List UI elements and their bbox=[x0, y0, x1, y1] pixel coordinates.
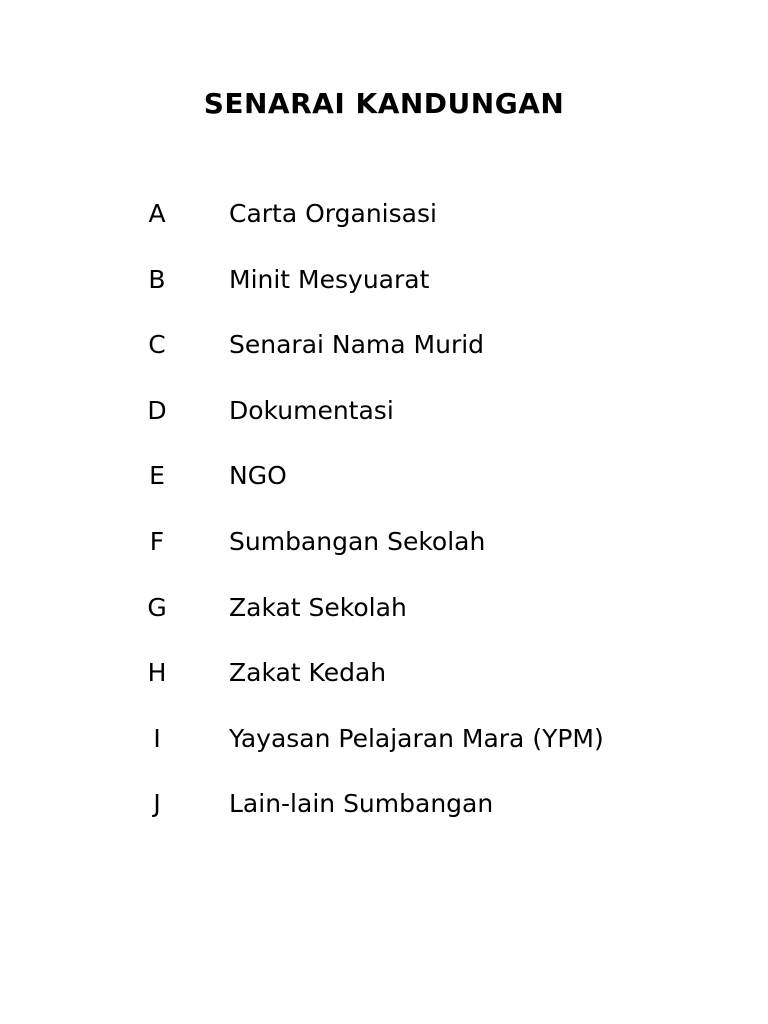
toc-label: Minit Mesyuarat bbox=[229, 264, 430, 294]
toc-label: NGO bbox=[229, 461, 287, 491]
toc-label: Senarai Nama Murid bbox=[229, 330, 485, 360]
toc-letter: B bbox=[148, 264, 166, 294]
toc-item-d bbox=[0, 378, 768, 444]
page-title: SENARAI KANDUNGAN bbox=[203, 87, 565, 120]
toc-item-h bbox=[0, 640, 768, 706]
toc-letter: D bbox=[147, 395, 167, 425]
toc-letter: H bbox=[147, 658, 167, 688]
toc-letter: I bbox=[153, 723, 161, 753]
toc-letter: F bbox=[149, 526, 165, 556]
toc-item-f bbox=[0, 509, 768, 575]
toc-letter: G bbox=[147, 592, 167, 622]
toc-label: Zakat Kedah bbox=[229, 658, 387, 688]
toc-letter: J bbox=[153, 789, 161, 819]
toc-item-e bbox=[0, 443, 768, 509]
toc-item-b bbox=[0, 247, 768, 313]
toc-label: Lain-lain Sumbangan bbox=[229, 789, 494, 819]
table-of-contents bbox=[0, 181, 768, 837]
toc-item-i bbox=[0, 706, 768, 772]
toc-label: Yayasan Pelajaran Mara (YPM) bbox=[229, 723, 604, 753]
toc-letter: A bbox=[148, 199, 166, 228]
toc-label: Dokumentasi bbox=[229, 395, 394, 425]
toc-item-c bbox=[0, 312, 768, 378]
toc-label: Zakat Sekolah bbox=[229, 592, 407, 622]
toc-letter: C bbox=[148, 330, 166, 360]
toc-letter: E bbox=[149, 461, 165, 491]
toc-item-a bbox=[0, 181, 768, 247]
toc-label: Carta Organisasi bbox=[229, 199, 437, 228]
toc-item-j bbox=[0, 771, 768, 837]
toc-item-g bbox=[0, 575, 768, 641]
toc-label: Sumbangan Sekolah bbox=[229, 526, 486, 556]
